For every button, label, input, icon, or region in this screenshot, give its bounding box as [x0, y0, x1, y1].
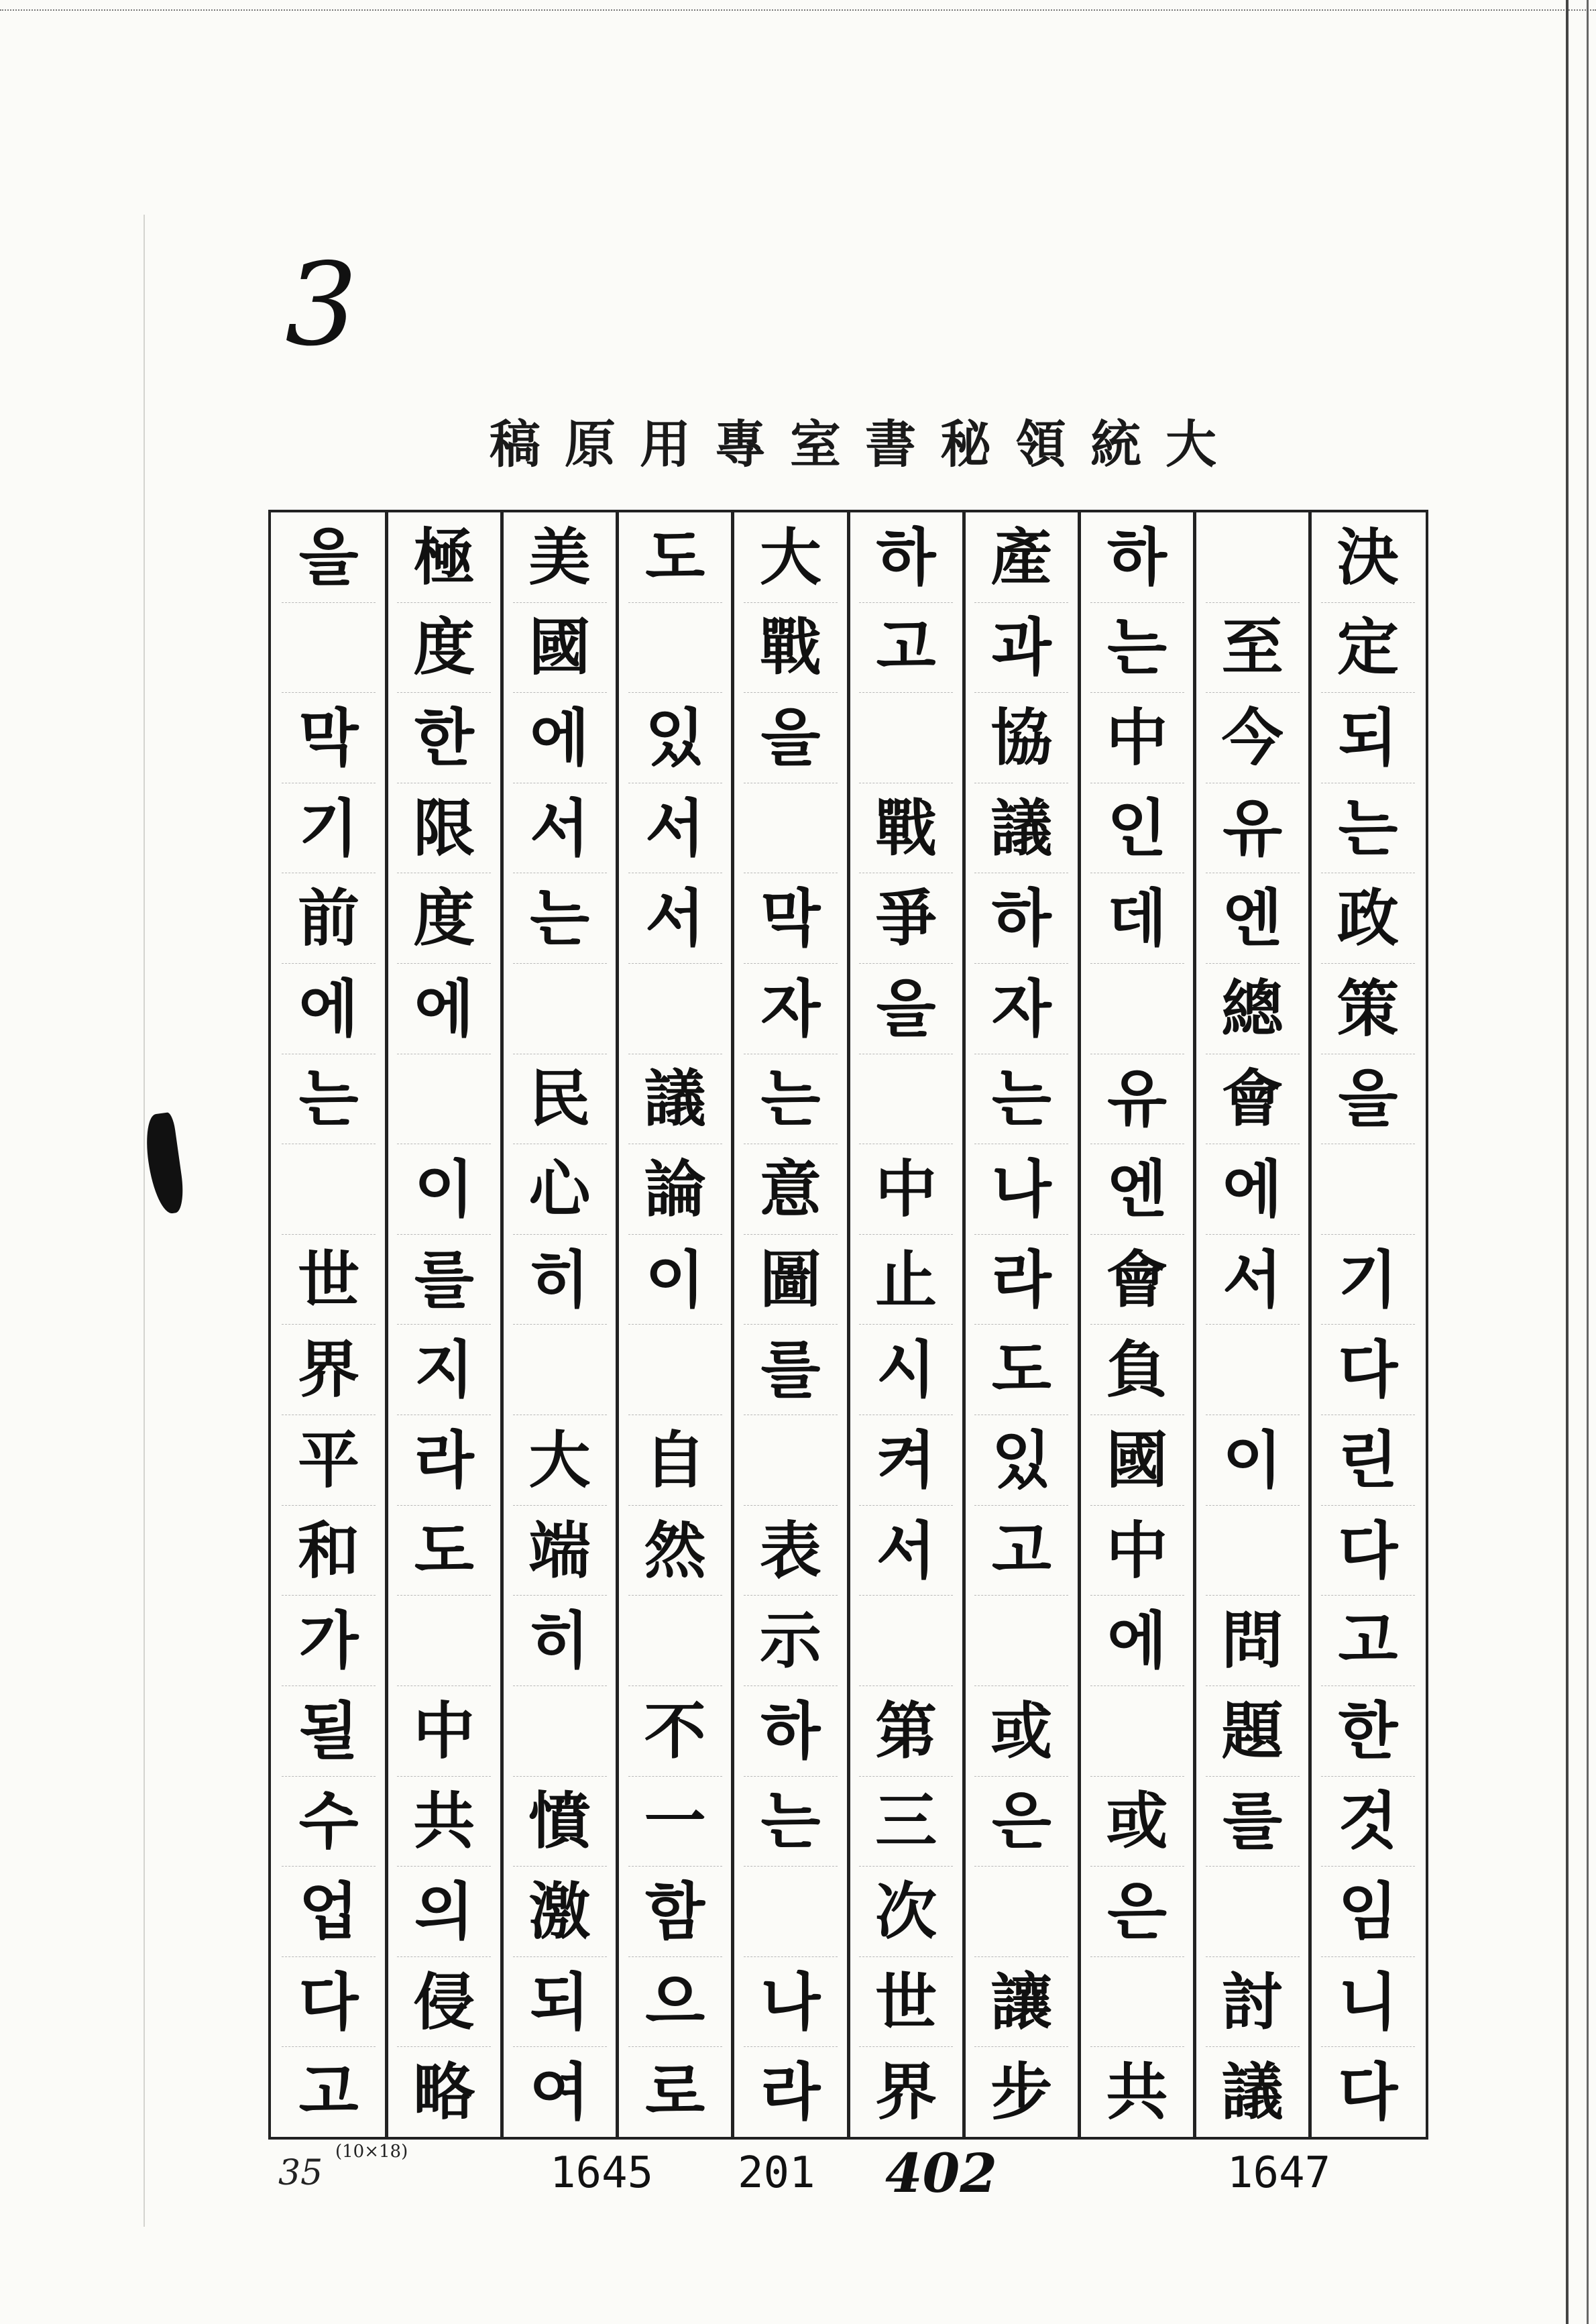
grid-cell: 되 — [1321, 693, 1415, 783]
grid-cell: 으 — [628, 1957, 722, 2048]
grid-cell: 極 — [397, 512, 491, 603]
grid-cell: 다 — [1338, 2056, 1398, 2129]
grid-cell: 서 — [628, 783, 722, 874]
grid-cell — [282, 1144, 376, 1235]
grid-cell: 서 — [859, 1506, 953, 1596]
grid-cell: 을 — [1321, 1054, 1415, 1145]
grid-cell — [1206, 1506, 1300, 1596]
grid-cell: 나 — [974, 1144, 1068, 1235]
grid-cell: 자 — [744, 964, 838, 1054]
grid-cell: 定 — [1321, 603, 1415, 694]
grid-cell: 國 — [1090, 1415, 1184, 1506]
grid-cell: 至 — [1206, 603, 1300, 694]
grid-cell — [1321, 1144, 1415, 1235]
column-divider — [1193, 512, 1196, 2137]
grid-cell: 總 — [1206, 964, 1300, 1054]
grid-cell: 을 — [744, 693, 838, 783]
grid-cell: 端 — [513, 1506, 607, 1596]
grid-cell: 서 — [628, 873, 722, 964]
grid-cell — [974, 1867, 1068, 1957]
grid-cell — [1090, 964, 1184, 1054]
grid-cell: 民 — [513, 1054, 607, 1145]
grid-cell: 라 — [760, 2056, 821, 2129]
handwritten-page-number: 3 — [285, 239, 358, 372]
grid-cell: 會 — [1206, 1054, 1300, 1145]
grid-cell: 엔 — [1206, 873, 1300, 964]
grid-cell: 이 — [1206, 1415, 1300, 1506]
grid-cell: 고 — [298, 2056, 359, 2129]
grid-cell: 表 — [744, 1506, 838, 1596]
column-divider — [962, 512, 966, 2137]
grid-cell: 에 — [397, 964, 491, 1054]
grid-cell: 를 — [397, 1235, 491, 1325]
text-column — [397, 512, 491, 2137]
grid-cell: 略 — [413, 2056, 475, 2129]
grid-cell: 는 — [1090, 603, 1184, 694]
grid-cell — [282, 603, 376, 694]
grid-cell: 하 — [859, 512, 953, 603]
grid-cell: 或 — [974, 1686, 1068, 1777]
grid-cell — [628, 1325, 722, 1415]
grid-cell: 限 — [397, 783, 491, 874]
grid-cell: 로 — [645, 2056, 705, 2129]
grid-cell: 一 — [628, 1777, 722, 1867]
grid-cell: 論 — [628, 1144, 722, 1235]
grid-cell — [1090, 1686, 1184, 1777]
grid-cell: 會 — [1090, 1235, 1184, 1325]
grid-cell: 엔 — [1090, 1144, 1184, 1235]
grid-cell: 界 — [875, 2056, 937, 2129]
grid-cell: 三 — [859, 1777, 953, 1867]
grid-cell: 가 — [282, 1596, 376, 1686]
grid-cell: 도 — [628, 512, 722, 603]
grid-cell: 或 — [1090, 1777, 1184, 1867]
grid-cell: 에 — [1090, 1596, 1184, 1686]
grid-cell: 戰 — [859, 783, 953, 874]
grid-cell: 中 — [1090, 1506, 1184, 1596]
grid-cell: 를 — [1206, 1777, 1300, 1867]
doc-number-3-handwritten: 402 — [885, 2142, 997, 2205]
grid-cell: 世 — [859, 1957, 953, 2048]
grid-cell: 서 — [513, 783, 607, 874]
grid-cell — [744, 783, 838, 874]
grid-cell: 고 — [974, 1506, 1068, 1596]
grid-cell: 意 — [744, 1144, 838, 1235]
grid-cell: 켜 — [859, 1415, 953, 1506]
grid-cell — [397, 1054, 491, 1145]
grid-cell: 업 — [282, 1867, 376, 1957]
text-column — [974, 512, 1068, 2137]
grid-cell — [859, 1596, 953, 1686]
grid-cell: 第 — [859, 1686, 953, 1777]
grid-cell: 인 — [1090, 783, 1184, 874]
grid-cell: 하 — [1090, 512, 1184, 603]
grid-cell: 고 — [859, 603, 953, 694]
grid-cell — [744, 1867, 838, 1957]
grid-cell: 하 — [974, 873, 1068, 964]
grid-cell — [974, 1596, 1068, 1686]
grid-cell: 있 — [974, 1415, 1068, 1506]
grid-cell: 있 — [628, 693, 722, 783]
grid-cell — [1206, 1867, 1300, 1957]
grid-cell: 共 — [1106, 2056, 1168, 2129]
grid-cell: 고 — [1321, 1596, 1415, 1686]
grid-cell: 大 — [513, 1415, 607, 1506]
grid-cell: 不 — [628, 1686, 722, 1777]
text-column — [628, 512, 722, 2137]
grid-cell: 도 — [974, 1325, 1068, 1415]
grid-cell: 기 — [282, 783, 376, 874]
grid-cell: 기 — [1321, 1235, 1415, 1325]
grid-cell: 戰 — [744, 603, 838, 694]
text-column — [1206, 512, 1300, 2137]
grid-cell — [859, 1054, 953, 1145]
column-divider — [500, 512, 504, 2137]
grid-cell: 시 — [859, 1325, 953, 1415]
grid-cell: 界 — [282, 1325, 376, 1415]
grid-cell — [1206, 512, 1300, 603]
grid-cell: 한 — [1321, 1686, 1415, 1777]
grid-cell: 히 — [513, 1596, 607, 1686]
grid-cell: 함 — [628, 1867, 722, 1957]
grid-cell: 는 — [744, 1054, 838, 1145]
grid-cell: 題 — [1206, 1686, 1300, 1777]
grid-cell: 지 — [397, 1325, 491, 1415]
page-right-edge-outer — [1587, 0, 1589, 2324]
grid-cell: 히 — [513, 1235, 607, 1325]
grid-cell: 次 — [859, 1867, 953, 1957]
grid-cell: 協 — [974, 693, 1068, 783]
column-divider — [1078, 512, 1081, 2137]
grid-cell: 되 — [513, 1957, 607, 2048]
grid-cell: 데 — [1090, 873, 1184, 964]
text-column — [859, 512, 953, 2137]
grid-cell: 린 — [1321, 1415, 1415, 1506]
grid-cell: 나 — [744, 1957, 838, 2048]
page-right-edge — [1566, 0, 1569, 2324]
grid-cell: 平 — [282, 1415, 376, 1506]
grid-cell: 世 — [282, 1235, 376, 1325]
grid-cell — [1206, 1325, 1300, 1415]
grid-cell — [859, 693, 953, 783]
column-divider — [847, 512, 850, 2137]
page-top-edge — [0, 0, 1596, 11]
grid-cell: 막 — [282, 693, 376, 783]
grid-cell: 것 — [1321, 1777, 1415, 1867]
grid-cell: 다 — [1321, 1506, 1415, 1596]
grid-cell: 中 — [859, 1144, 953, 1235]
column-divider — [731, 512, 734, 2137]
grid-cell: 를 — [744, 1325, 838, 1415]
grid-cell: 議 — [974, 783, 1068, 874]
text-column — [282, 512, 376, 2137]
grid-cell: 다 — [1321, 1325, 1415, 1415]
grid-cell: 問 — [1206, 1596, 1300, 1686]
grid-cell: 는 — [744, 1777, 838, 1867]
grid-cell: 는 — [974, 1054, 1068, 1145]
grid-cell: 討 — [1206, 1957, 1300, 2048]
grid-cell: 步 — [990, 2056, 1053, 2129]
grid-cell — [628, 1596, 722, 1686]
doc-number-1: 1645 — [550, 2148, 654, 2198]
grid-cell: 今 — [1206, 693, 1300, 783]
grid-cell: 라 — [974, 1235, 1068, 1325]
grid-cell: 여 — [530, 2056, 589, 2129]
grid-cell: 은 — [974, 1777, 1068, 1867]
grid-cell: 는 — [513, 873, 607, 964]
grid-cell: 는 — [282, 1054, 376, 1145]
text-column — [1090, 512, 1184, 2137]
grid-cell — [628, 964, 722, 1054]
grid-cell: 中 — [1090, 693, 1184, 783]
grid-cell: 이 — [628, 1235, 722, 1325]
grid-cell: 決 — [1321, 512, 1415, 603]
manuscript-grid — [268, 510, 1428, 2140]
grid-cell: 大 — [744, 512, 838, 603]
grid-cell: 憤 — [513, 1777, 607, 1867]
grid-cell: 을 — [859, 964, 953, 1054]
grid-cell: 爭 — [859, 873, 953, 964]
grid-cell: 策 — [1321, 964, 1415, 1054]
grid-cell: 을 — [282, 512, 376, 603]
grid-cell: 임 — [1321, 1867, 1415, 1957]
grid-cell: 자 — [974, 964, 1068, 1054]
grid-cell: 政 — [1321, 873, 1415, 964]
handwritten-mark: 35 — [278, 2153, 323, 2193]
grid-cell: 議 — [628, 1054, 722, 1145]
grid-cell: 和 — [282, 1506, 376, 1596]
grid-cell: 도 — [397, 1506, 491, 1596]
grid-cell: 中 — [397, 1686, 491, 1777]
column-divider — [1308, 512, 1312, 2137]
grid-cell — [1090, 1957, 1184, 2048]
grid-cell: 유 — [1090, 1054, 1184, 1145]
grid-cell: 은 — [1090, 1867, 1184, 1957]
grid-cell: 한 — [397, 693, 491, 783]
grid-cell: 라 — [397, 1415, 491, 1506]
grid-cell: 니 — [1321, 1957, 1415, 2048]
ink-smudge — [142, 1112, 186, 1216]
grid-cell: 막 — [744, 873, 838, 964]
grid-cell: 前 — [282, 873, 376, 964]
doc-number-2: 201 — [738, 2148, 815, 2198]
grid-cell: 共 — [397, 1777, 491, 1867]
grid-cell: 止 — [859, 1235, 953, 1325]
column-divider — [385, 512, 388, 2137]
grid-cell: 國 — [513, 603, 607, 694]
grid-cell: 度 — [397, 873, 491, 964]
grid-cell: 讓 — [974, 1957, 1068, 2048]
grid-cell: 心 — [513, 1144, 607, 1235]
grid-cell — [513, 1686, 607, 1777]
grid-cell: 度 — [397, 603, 491, 694]
grid-cell: 의 — [397, 1867, 491, 1957]
grid-cell: 유 — [1206, 783, 1300, 874]
grid-cell: 然 — [628, 1506, 722, 1596]
grid-cell: 圖 — [744, 1235, 838, 1325]
text-column — [1321, 512, 1415, 2137]
grid-cell: 產 — [974, 512, 1068, 603]
margin-line — [144, 215, 145, 2227]
grid-cell: 하 — [744, 1686, 838, 1777]
grid-cell: 示 — [744, 1596, 838, 1686]
grid-cell: 激 — [513, 1867, 607, 1957]
grid-cell: 自 — [628, 1415, 722, 1506]
manuscript-header: 稿原用專室書秘領統大 — [490, 414, 1241, 474]
grid-cell: 에 — [1206, 1144, 1300, 1235]
grid-cell: 議 — [1221, 2056, 1284, 2129]
grid-cell: 다 — [282, 1957, 376, 2048]
grid-cell: 과 — [974, 603, 1068, 694]
grid-cell: 서 — [1206, 1235, 1300, 1325]
grid-cell: 負 — [1090, 1325, 1184, 1415]
text-column — [744, 512, 838, 2137]
text-column — [513, 512, 607, 2137]
grid-cell — [513, 1325, 607, 1415]
grid-cell: 에 — [282, 964, 376, 1054]
doc-number-4: 1647 — [1227, 2148, 1331, 2198]
grid-cell — [744, 1415, 838, 1506]
grid-cell: 될 — [282, 1686, 376, 1777]
grid-cell — [628, 603, 722, 694]
grid-cell — [513, 964, 607, 1054]
grid-cell: 이 — [397, 1144, 491, 1235]
grid-cell: 侵 — [397, 1957, 491, 2048]
grid-format-label: (10×18) — [335, 2142, 408, 2162]
column-divider — [616, 512, 619, 2137]
grid-cell: 美 — [513, 512, 607, 603]
grid-cell — [397, 1596, 491, 1686]
grid-cell: 수 — [282, 1777, 376, 1867]
grid-cell: 는 — [1321, 783, 1415, 874]
grid-cell: 에 — [513, 693, 607, 783]
